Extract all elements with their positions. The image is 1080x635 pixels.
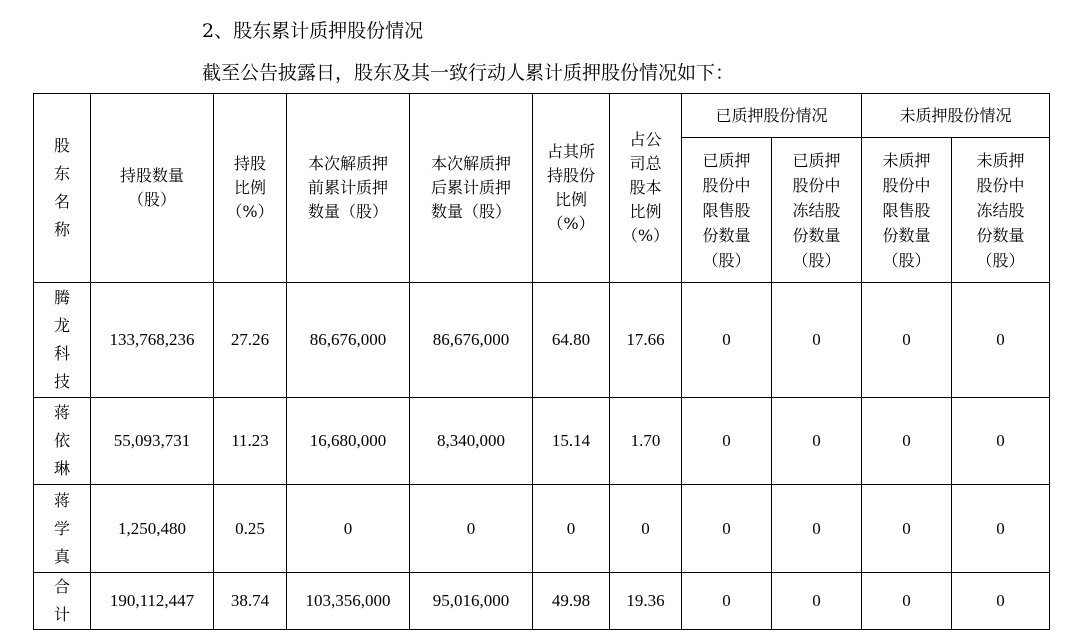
cell-shares: 190,112,447 — [91, 573, 214, 630]
header-row-top — [34, 94, 1050, 138]
cell-unpledged-restricted: 0 — [862, 573, 952, 630]
cell-before: 86,676,000 — [287, 283, 410, 398]
cell-pledged-restricted: 0 — [682, 398, 772, 485]
header-unpledged-frozen — [952, 138, 1050, 283]
table-row — [34, 283, 1050, 398]
cell-pct-own: 49.98 — [533, 573, 610, 630]
header-unpledged-restricted — [862, 138, 952, 283]
cell-unpledged-restricted: 0 — [862, 398, 952, 485]
header-pct-total — [610, 94, 682, 283]
cell-pct-own: 64.80 — [533, 283, 610, 398]
cell-pledged-restricted: 0 — [682, 573, 772, 630]
header-pct-own-label: 占其所 持股份 比例 （%） — [546, 142, 595, 233]
cell-after: 0 — [410, 485, 533, 573]
cell-name — [34, 283, 91, 398]
header-shares-label: 持股数量 （股） — [119, 166, 184, 209]
cell-name — [34, 485, 91, 573]
table-row — [34, 398, 1050, 485]
cell-pct-total: 17.66 — [610, 283, 682, 398]
cell-pledged-restricted: 0 — [682, 283, 772, 398]
header-name-label: 股东名称 — [53, 136, 70, 239]
cell-pct-total: 1.70 — [610, 398, 682, 485]
cell-before: 16,680,000 — [287, 398, 410, 485]
cell-before: 103,356,000 — [287, 573, 410, 630]
header-unpledged-group: 未质押股份情况 — [862, 94, 1050, 138]
cell-name — [34, 398, 91, 485]
cell-after: 8,340,000 — [410, 398, 533, 485]
header-name — [34, 94, 91, 283]
cell-after: 86,676,000 — [410, 283, 533, 398]
cell-pct-total: 0 — [610, 485, 682, 573]
header-shares — [91, 94, 214, 283]
table-row — [34, 485, 1050, 573]
total-label: 合计 — [53, 577, 70, 624]
header-pledged-group: 已质押股份情况 — [682, 94, 862, 138]
header-ratio — [214, 94, 287, 283]
header-pledged-restricted — [682, 138, 772, 283]
header-before-label: 本次解质押 前累计质押 数量（股） — [307, 154, 388, 221]
cell-shares: 133,768,236 — [91, 283, 214, 398]
cell-pledged-frozen: 0 — [772, 573, 862, 630]
cell-after: 95,016,000 — [410, 573, 533, 630]
header-after-label: 本次解质押 后累计质押 数量（股） — [430, 154, 511, 221]
cell-name — [34, 573, 91, 630]
header-ratio-label: 持股 比例 （%） — [226, 154, 274, 221]
cell-ratio: 27.26 — [214, 283, 287, 398]
cell-pledged-frozen: 0 — [772, 283, 862, 398]
cell-unpledged-frozen: 0 — [952, 283, 1050, 398]
total-row — [34, 573, 1050, 630]
cell-ratio: 0.25 — [214, 485, 287, 573]
cell-shares: 55,093,731 — [91, 398, 214, 485]
cell-pledged-frozen: 0 — [772, 485, 862, 573]
cell-unpledged-restricted: 0 — [862, 485, 952, 573]
section-title: 2、股东累计质押股份情况 — [202, 20, 424, 42]
shareholder-name: 蒋学真 — [53, 490, 70, 566]
header-pct-total-label: 占公 司总 股本 比例 （%） — [621, 130, 670, 245]
shareholder-name: 蒋依琳 — [53, 403, 70, 478]
cell-pct-own: 15.14 — [533, 398, 610, 485]
cell-unpledged-frozen: 0 — [952, 398, 1050, 485]
header-after — [410, 94, 533, 283]
cell-pledged-restricted: 0 — [682, 485, 772, 573]
header-pledged-restricted-label: 已质押 股份中 限售股 份数量 （股） — [702, 150, 751, 270]
header-unpledged-frozen-label: 未质押 股份中 冻结股 份数量 （股） — [976, 150, 1025, 270]
cell-pct-own: 0 — [533, 485, 610, 573]
pledge-table — [33, 93, 1050, 630]
cell-unpledged-frozen: 0 — [952, 573, 1050, 630]
cell-ratio: 11.23 — [214, 398, 287, 485]
cell-unpledged-restricted: 0 — [862, 283, 952, 398]
cell-unpledged-frozen: 0 — [952, 485, 1050, 573]
intro-text: 截至公告披露日，股东及其一致行动人累计质押股份情况如下： — [202, 62, 735, 84]
cell-pct-total: 19.36 — [610, 573, 682, 630]
header-pledged-frozen-label: 已质押 股份中 冻结股 份数量 （股） — [792, 150, 841, 270]
cell-pledged-frozen: 0 — [772, 398, 862, 485]
cell-shares: 1,250,480 — [91, 485, 214, 573]
shareholder-name: 腾龙科技 — [53, 288, 70, 391]
cell-before: 0 — [287, 485, 410, 573]
header-unpledged-restricted-label: 未质押 股份中 限售股 份数量 （股） — [882, 150, 931, 270]
header-before — [287, 94, 410, 283]
cell-ratio: 38.74 — [214, 573, 287, 630]
header-pledged-frozen — [772, 138, 862, 283]
header-pct-own — [533, 94, 610, 283]
